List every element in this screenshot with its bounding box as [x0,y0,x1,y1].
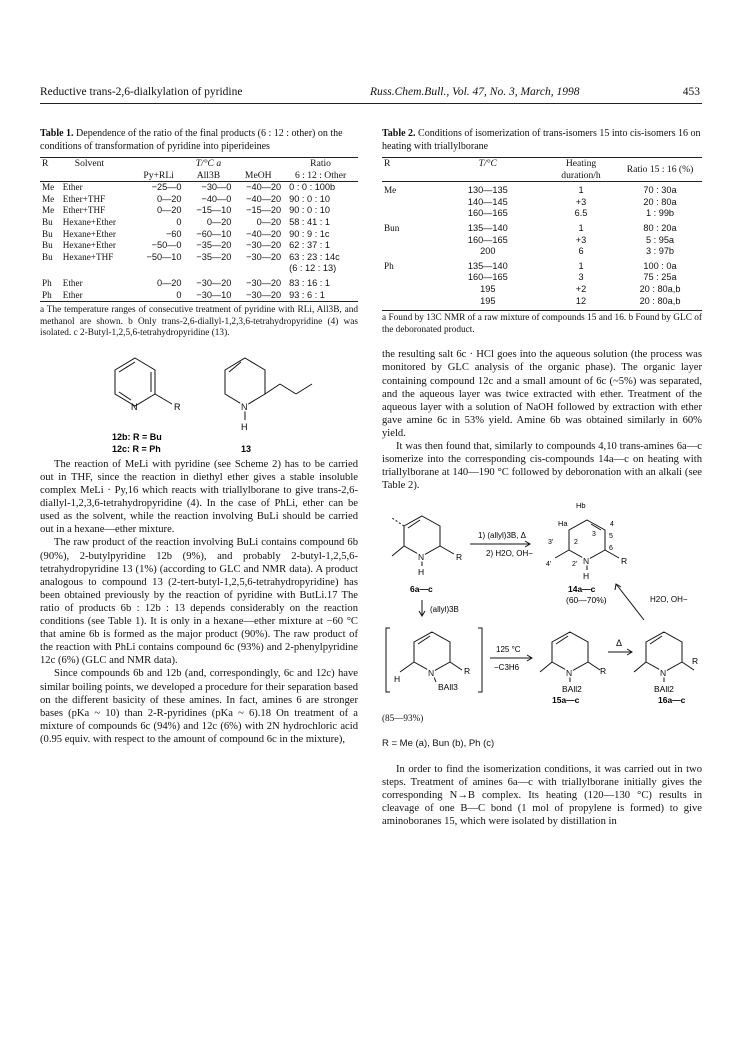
table2-cell: 160—165 [467,234,508,245]
table2-cell [382,197,432,209]
scheme-legend: R = Me (a), Bun (b), Ph (c) [382,738,495,750]
scheme-n-6: N [418,552,425,563]
table1-cell: −35—20 [196,251,232,262]
table2-cell [382,296,432,308]
table2-row [382,235,702,247]
scheme-h-14: H [583,571,590,582]
table1-cell: Bu [42,240,53,251]
table2-row [382,208,702,220]
table1-cell: 0 [176,216,182,227]
table2-row [382,258,702,273]
table1-cell: Bu [42,228,53,239]
table1-cell [40,263,61,275]
table2-row [382,272,702,284]
table1-row [40,229,358,241]
scheme-yield-14: (60—70%) [566,595,607,606]
table1-cell: Hexane+Ether [62,240,116,251]
table2-cell: 3 [578,272,584,283]
table1-row [40,194,358,206]
t2-head-duration: Heating duration/h [561,158,601,181]
table1-cell: Hexane+Ether [62,228,116,239]
table1-cell: 0—20 [206,216,232,227]
table2-row [382,182,702,197]
left-para-2: The raw product of the reaction involving BuLi contains compound 6b (90%), 2-butylpyridine 12b (9%), and probably 2-butyl-1,2,5,6-tetrahydropyridine 13 (1%) (according to GLC and NMR data). A product analogous to compound 13 (2-tert-butyl-1,2,5,6-tetrahydropyridine) has been obtained previously by the reaction of pyridine with ButLi.17 The ratio of products 6b : 12b : 13 depends considerably on the reaction conditions (see Table 1). It is only in a hexane—ether mixture at −60 °C that amine 6b is formed as the major product (90%). The raw product of the reaction with PhLi contains compound 6c (93%) and 2-phenylpyridine 12c (6%) (GLC and NMR data). [40,537,358,667]
scheme-r-6: R [456,552,463,563]
table1-cell: 63 : 23 : 14c [289,251,340,262]
table1-row [40,290,358,302]
table1-cell: 62 : 37 : 1 [289,240,331,251]
table1-cell: 0 [176,289,182,300]
scheme-n-14: N [583,556,590,567]
scheme-num2p: 2' [572,561,578,569]
scheme-ball2-15: BAll2 [562,684,582,695]
table2-footnote: a Found by 13C NMR of a raw mixture of compounds 15 and 16. b Found by GLC of the deboronated product. [382,310,702,336]
scheme-ball2-16: BAll2 [654,684,674,695]
table1-cell: 0 : 0 : 100b [289,182,336,193]
table2-cell: 140—145 [467,196,508,207]
t1-sub-ratio: 6 : 12 : Other [294,169,347,181]
label-13: 13 [241,443,252,454]
table2-cell: 5 : 95a [645,234,675,245]
table1-cell: Me [42,182,55,193]
scheme-step1: 1) (allyl)3B, Δ [478,531,527,541]
right-para-3: In order to find the isomerization conditions, it was carried out in two steps. Treatment of amines 6a—c with triallylborane initially gives the corresponding N→B complex. Its heating (120—130 °C) results in cleavage of one B—C bond (1 mol of propylene is formed) to give aminoboranes 15, which were isolated by distillation in [382,763,702,827]
scheme-hb: Hb [576,501,586,511]
table1-row [40,263,358,275]
table1-cell: −50—10 [146,251,182,262]
table2-row [382,284,702,296]
scheme-n-complex: N [428,668,435,679]
t2-head-ratio: Ratio 15 : 16 (%) [626,163,694,175]
scheme-h-6: H [418,567,425,578]
scheme-num3: 3 [592,531,596,539]
table1-cell: 0—20 [256,216,282,227]
table1-row [40,240,358,252]
header-journal: Russ.Chem.Bull., Vol. 47, No. 3, March, 1998 [370,86,580,98]
scheme-ha: Ha [558,519,568,529]
table1-cell: −40—20 [246,228,282,239]
table2-cell [382,284,432,296]
left-column [40,128,358,746]
table1-cell: Ph [42,289,52,300]
table1-cell: Hexane+Ether [62,216,116,227]
table1-cell: 90 : 9 : 1c [289,228,330,239]
table2-cell: 130—135 [467,185,508,196]
t1-sub-pyrli: Py+RLi [143,169,174,181]
table2-cell: 160—165 [467,272,508,283]
table1-cell: −60 [165,228,182,239]
scheme-n-15: N [566,668,573,679]
table2-cell: 135—140 [467,222,508,233]
table1-cell: −40—0 [201,193,232,204]
table1-cell: −30—20 [246,251,282,262]
table1-row [40,252,358,264]
table1-body [40,182,358,302]
scheme-loss: −C3H6 [494,663,520,673]
table2-cell [382,235,432,247]
table2-cell: 1 : 99b [645,208,675,219]
table1-cell: Ether [62,277,83,288]
table2-cell: 80 : 20a [643,222,677,233]
table1-cell: 0—20 [157,193,182,204]
table2-cell: 6 [578,246,584,257]
table2-cell: +3 [575,196,587,207]
table1-cell: Ether [62,182,83,193]
table1-cell: −40—20 [246,193,282,204]
atom-r-12: R [174,401,181,412]
table1-cell: −15—10 [196,205,232,216]
table1 [40,157,358,302]
table1-cell: −40—20 [246,182,282,193]
scheme-ball3: BAll3 [438,682,458,693]
t1-head-r: R [42,158,49,169]
table1-cell: Bu [42,216,53,227]
scheme-step2: 2) H2O, OH− [486,549,533,559]
table2-cell: 195 [480,295,496,306]
table1-cell: Ether+THF [62,193,106,204]
scheme-label-16: 16a—c [658,695,686,706]
table1-cell [184,263,234,275]
table2-cell: 70 : 30a [643,185,677,196]
table2-cell: Bun [384,222,400,233]
scheme-reagent-up: H2O, OH− [650,595,688,605]
table1-cell: −15—20 [246,205,282,216]
table1-footnote: a The temperature ranges of consecutive treatment of pyridine with RLi, All3B, and methanol are shown. b Only trans-2,6-diallyl-1,2,3,6-tetrahydropyridine (4) was isolated. c 2-Butyl-1,2,5,6-tetrahydropyridine (13). [40,305,358,339]
table2-cell [382,272,432,284]
table1-cell: −35—20 [196,240,232,251]
atom-h-13: H [241,421,248,432]
table2-cell: 1 [578,222,584,233]
scheme-num2: 2 [574,539,578,547]
table2 [382,157,702,307]
scheme-label-15: 15a—c [552,695,580,706]
table1-cell: Ph [42,277,52,288]
table1-cell [134,263,184,275]
table2-cell: 6.5 [574,208,588,219]
table1-row [40,275,358,290]
table2-cell [382,246,432,258]
table2-cell: +2 [575,283,587,294]
table1-cell: −30—20 [246,289,282,300]
table1-cell: Hexane+THF [62,251,114,262]
table2-row [382,296,702,308]
table1-cell: −30—20 [196,277,232,288]
table1-cell: Ether [62,289,83,300]
table1-cell: 93 : 6 : 1 [289,289,325,300]
t2-head-r: R [384,158,391,169]
table1-cell: (6 : 12 : 13) [289,263,337,274]
left-para-3: Since compounds 6b and 12b (and, correspondingly, 6c and 12c) have similar boiling points, we developed a procedure for their separation based on the different basicity of these amines. In fact, amines 6 are stronger bases (pKa ~ 10) than 2-R-pyridines (pKa ~ 6).18 On treatment of a mixture of compounds 6c (94%) and 12c (6%) with 2N hydrochloric acid (0.95 equiv. with respect to the amount of compound 6c in the mixture), [40,668,358,745]
table2-cell: Ph [384,260,394,271]
scheme-num5: 5 [609,533,613,541]
table1-cell: 83 : 16 : 1 [289,277,331,288]
isomerization-scheme [382,500,702,710]
table2-cell: 1 [578,260,584,271]
scheme-num4: 4 [610,521,614,529]
scheme-drawing [382,500,702,710]
t1-head-ratio: Ratio [310,158,331,169]
right-column [382,128,702,828]
table2-cell: 20 : 80a,b [639,283,681,294]
t2-head-temp: T/°C [478,158,497,169]
table1-cell: Me [42,193,55,204]
table2-cell: 20 : 80a,b [639,295,681,306]
table2-cell: Me [384,185,397,196]
table1-cell: −30—20 [246,277,282,288]
table1-cell: −30—20 [246,240,282,251]
table2-cell: 20 : 80a [643,196,677,207]
table2-cell: 3 : 97b [645,246,675,257]
table2-caption: Table 2. Conditions of isomerization of trans-isomers 15 into cis-isomers 16 on heating with triallylborane [382,128,701,152]
table1-cell: −30—0 [201,182,232,193]
left-para-1: The reaction of MeLi with pyridine (see Scheme 2) has to be carried out in THF, since the reaction in diethyl ether gives a stable insoluble complex MeLi · Py,16 which reacts with triallylborane to give trans-2,6-diallyl-1,2,3,6-tetrahydropyridine (4). In the case of PhLi, ether can be used as the solvent, while the reaction involving BuLi should be carried out in a hexane—ether mixture. [40,458,358,536]
structure-drawing [40,340,358,458]
scheme-n-16: N [660,668,667,679]
structures-12-13 [40,340,358,458]
t1-head-temp: T/°C a [195,158,222,169]
scheme-r-15: R [600,666,607,677]
table1-cell: −60—10 [196,228,232,239]
scheme-h-complex: H [394,674,401,685]
table1-cell: Me [42,205,55,216]
header-title: Reductive trans-2,6-dialkylation of pyridine [40,86,243,98]
table2-cell: 195 [480,283,496,294]
table1-cell: 58 : 41 : 1 [289,216,331,227]
table1-cell: Bu [42,251,53,262]
table2-cell: 135—140 [467,260,508,271]
scheme-reagent-down: (allyl)3B [430,605,459,615]
table2-body [382,182,702,307]
table2-row [382,197,702,209]
scheme-r-16: R [692,656,699,667]
right-para-1: the resulting salt 6c · HCl goes into the aqueous solution (the process was monitored by GLC analysis of the organic phase). The organic layer containing compound 12c and a small amount of 6c (~5%) was separated, and the aqueous layer was twice extracted with ether. Treatment of the aqueous layer with a solution of NaOH followed by extraction with ether gave amine 6c in 53% yield. Amine 6b was obtained similarly in 60% yield. [382,349,702,439]
scheme-num3p: 3' [548,539,554,547]
right-para-2: It was then found that, similarly to compounds 4,10 trans-amines 6a—c isomerize into the corresponding cis-compounds 14a—c on heating with triallylborane at 140—190 °C followed by deboronation with an alkali (see Table 2). [382,440,702,492]
scheme-label-6: 6a—c [410,584,433,595]
scheme-r-complex: R [464,666,471,677]
scheme-delta: Δ [616,638,623,649]
scheme-num4p: 4' [546,561,552,569]
scheme-label-14: 14a—c [568,584,596,595]
scheme-r-14: R [621,556,628,567]
table1-row [40,182,358,194]
table2-cell: 200 [480,246,496,257]
table1-cell [61,263,134,275]
t1-sub-meoh: MeOH [244,169,272,181]
scheme-yield-15: (85—93%) [382,713,424,724]
scheme-num6: 6 [609,545,613,553]
table2-cell: 100 : 0a [643,260,677,271]
table1-cell [233,263,283,275]
table2-cell: 1 [578,185,584,196]
table2-cell: 12 [575,295,587,306]
atom-n-13: N [241,401,248,412]
table2-row [382,246,702,258]
table2-cell: 75 : 25a [643,272,677,283]
atom-n-12: N [131,401,138,412]
table1-cell: −30—10 [196,289,232,300]
table1-row [40,205,358,217]
table2-row [382,220,702,235]
table1-cell: −50—0 [151,240,182,251]
table1-row [40,217,358,229]
page-number: 453 [682,86,700,98]
table1-cell: −25—0 [151,182,182,193]
table2-cell: 160—165 [467,208,508,219]
table1-cell: 90 : 0 : 10 [289,205,331,216]
table2-cell [382,208,432,220]
scheme-temp: 125 °C [496,645,521,655]
t1-head-solvent: Solvent [74,158,105,169]
table1-cell: 0—20 [157,205,182,216]
table2-cell: +3 [575,234,587,245]
t1-sub-allb: All3B [196,169,221,181]
table1-caption: Table 1. Dependence of the ratio of the final products (6 : 12 : other) on the conditions of transformation of pyridine into piperideines [40,128,343,152]
table1-cell: Ether+THF [62,205,106,216]
header-rule [40,103,702,104]
label-12b: 12b: R = Bu [112,431,162,442]
label-12c: 12c: R = Ph [112,443,161,454]
table1-cell: 90 : 0 : 10 [289,193,331,204]
table1-cell: 0—20 [157,277,182,288]
